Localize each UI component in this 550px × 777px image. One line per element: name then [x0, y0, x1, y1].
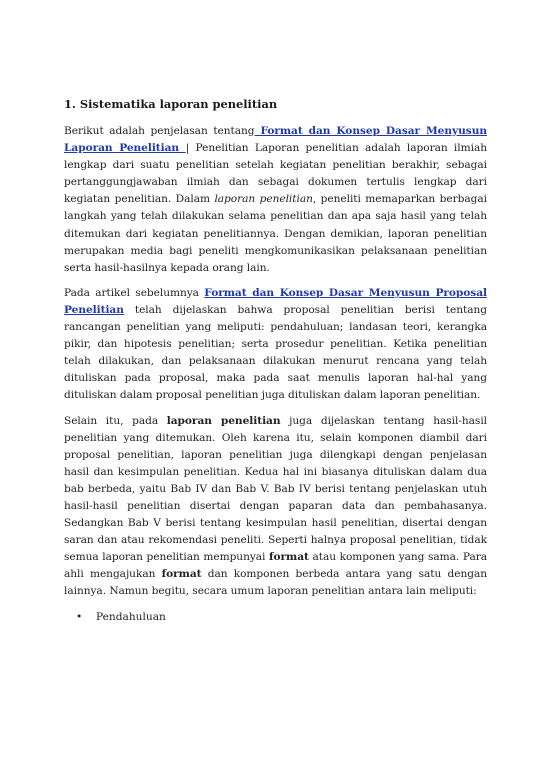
paragraph-results-lead: Selain itu, pada — [64, 414, 167, 427]
paragraph-intro-lead: Berikut adalah penjelasan tentang — [64, 125, 255, 137]
paragraph-results-bold-2: format — [269, 551, 309, 564]
section-heading: 1. Sistematika laporan penelitian — [64, 97, 278, 111]
paragraph-results-bold-3: format — [161, 568, 202, 581]
paragraph-results-bold-1: laporan penelitian — [166, 414, 281, 427]
paragraph-results-text-1: juga dijelaskan tentang hasil-hasil penelitian yang ditemukan. Oleh karena itu, selain komponen diambil dari proposal penelitian, laporan penelitian juga dilengkapi dengan penjelasan hasil dan kesimpulan penelitian. Kedua hal ini biasanya dituliskan dalam dua bab berbeda, yaitu Bab IV dan Bab V. Bab IV berisi tentang penjelaskan utuh hasil-hasil penelitian disertai dengan paparan data dan pembahasanya. Sedangkan Bab V berisi tentang kesimpulan hasil penelitian, disertai dengan saran dan atau rekomendasi peneliti. Seperti halnya proposal penelitian, tidak semua laporan penelitian mempunyai — [64, 414, 487, 564]
paragraph-previous-text: telah dijelaskan bahwa proposal penelitian berisi tentang rancangan penelitian yang meliputi: pendahuluan; landasan teori, kerangka pikir, dan hipotesis penelitian; serta prosedur penelitian. Ketika penelitian telah dilakukan, dan pelaksanaan dilakukan menurut rencana yang telah dituliskan pada proposal, maka pada saat menulis laporan hal-hal yang dituliskan dalam proposal penelitian juga dituliskan dalam laporan penelitian. — [64, 303, 487, 402]
component-list — [64, 609, 487, 626]
link-format-proposal-penelitian[interactable]: Format dan Konsep Dasar Menyusun Proposal Penelitian — [64, 286, 487, 316]
paragraph-intro — [64, 123, 487, 277]
paragraph-results-text-2: atau komponen yang sama. Para ahli mengajukan — [64, 551, 487, 581]
bullet-icon: • — [76, 610, 83, 623]
paragraph-results — [64, 413, 487, 601]
list-item — [76, 609, 487, 626]
paragraph-intro-text-2: , peneliti memaparkan berbagai langkah yang telah dilakukan selama penelitian dan apa saja hasil yang telah ditemukan dari kegiatan penelitiannya. Dengan demikian, laporan penelitian merupakan media bagi peneliti mengkomunikasikan pelaksanaan penelitian serta hasil-hasilnya kepada orang lain. — [64, 193, 487, 274]
paragraph-previous-lead: Pada artikel sebelumnya — [64, 286, 205, 299]
paragraph-previous-article — [64, 285, 487, 405]
link-format-laporan-penelitian[interactable]: Format dan Konsep Dasar Menyusun Laporan Penelitian — [64, 125, 488, 155]
paragraph-intro-text: | Penelitian Laporan penelitian adalah laporan ilmiah lengkap dari suatu penelitian setelah kegiatan penelitian berakhir, sebagai pertanggungjawaban ilmiah dan sebagai dokumen tertulis lengkap dari kegiatan penelitian. Dalam — [64, 142, 487, 206]
list-item-label: Pendahuluan — [96, 610, 166, 623]
paragraph-intro-italic: laporan penelitian — [214, 193, 313, 206]
document-page — [64, 96, 487, 626]
paragraph-results-text-3: dan komponen berbeda antara yang satu dengan lainnya. Namun begitu, secara umum laporan penelitian antara lain meliputi: — [64, 568, 487, 598]
